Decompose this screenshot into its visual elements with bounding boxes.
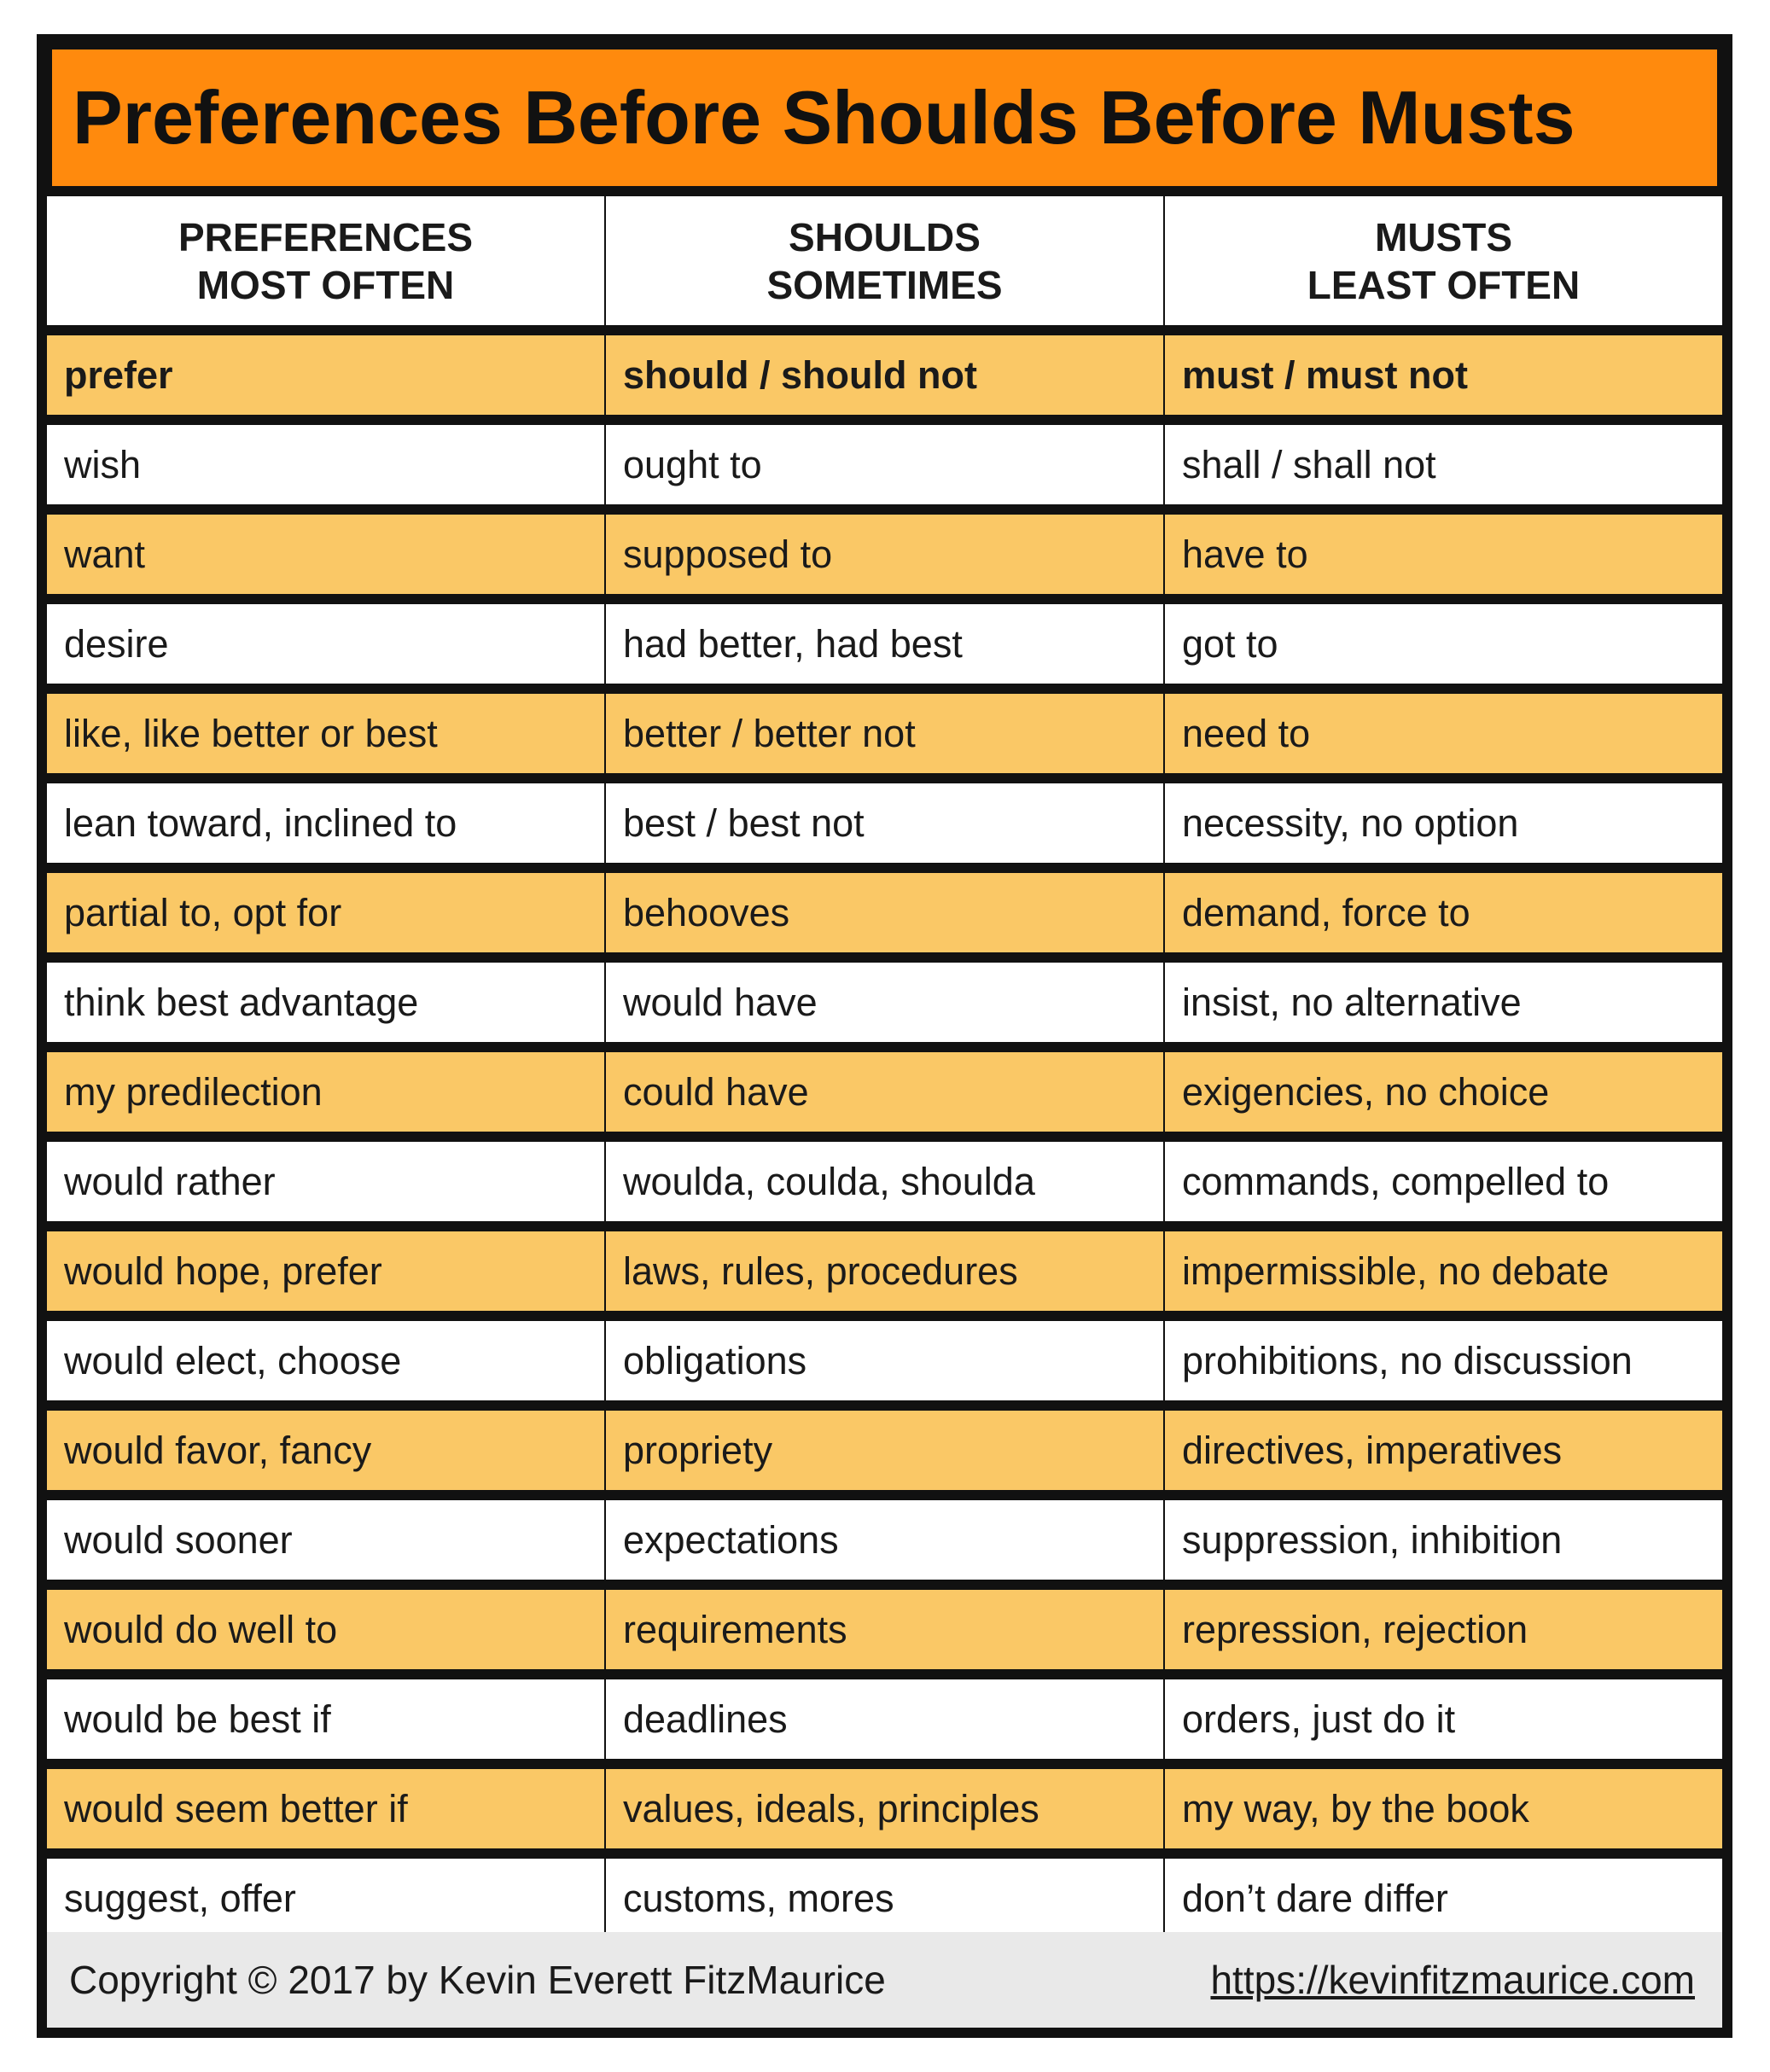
- table-cell-should: values, ideals, principles: [606, 1769, 1163, 1848]
- column-header-musts: [1165, 196, 1722, 325]
- column-header-line1: PREFERENCES: [178, 214, 474, 259]
- table-cell-preference: would seem better if: [47, 1769, 604, 1848]
- table-cell-must: demand, force to: [1165, 873, 1722, 952]
- table-cell-preference: partial to, opt for: [47, 873, 604, 952]
- table-cell-preference: lean toward, inclined to: [47, 783, 604, 863]
- table-cell-preference: would favor, fancy: [47, 1411, 604, 1490]
- table-cell-should: propriety: [606, 1411, 1163, 1490]
- table-cell-must: prohibitions, no discussion: [1165, 1321, 1722, 1400]
- footer: [47, 1932, 1722, 2028]
- table-cell-must: orders, just do it: [1165, 1679, 1722, 1759]
- title-banner: [52, 49, 1717, 186]
- table-cell-preference: desire: [47, 604, 604, 684]
- table-cell-should: should / should not: [606, 335, 1163, 415]
- table-cell-should: customs, mores: [606, 1859, 1163, 1938]
- table-cell-must: my way, by the book: [1165, 1769, 1722, 1848]
- table-cell-should: obligations: [606, 1321, 1163, 1400]
- chart-frame: [37, 34, 1732, 2038]
- table-cell-preference: would sooner: [47, 1500, 604, 1580]
- table-cell-must: shall / shall not: [1165, 425, 1722, 504]
- table-cell-should: supposed to: [606, 515, 1163, 594]
- table-cell-should: woulda, coulda, shoulda: [606, 1142, 1163, 1221]
- column-header-line1: SHOULDS: [789, 214, 981, 259]
- page-title: Preferences Before Shoulds Before Musts: [73, 75, 1575, 160]
- column-header-shoulds: [606, 196, 1163, 325]
- table-cell-should: would have: [606, 963, 1163, 1042]
- table-cell-preference: think best advantage: [47, 963, 604, 1042]
- table-cell-preference: would elect, choose: [47, 1321, 604, 1400]
- table-cell-must: repression, rejection: [1165, 1590, 1722, 1669]
- table-cell-should: expectations: [606, 1500, 1163, 1580]
- table-cell-must: impermissible, no debate: [1165, 1231, 1722, 1311]
- table-cell-must: must / must not: [1165, 335, 1722, 415]
- table-cell-preference: prefer: [47, 335, 604, 415]
- table-cell-should: best / best not: [606, 783, 1163, 863]
- table-cell-must: have to: [1165, 515, 1722, 594]
- table-cell-preference: wish: [47, 425, 604, 504]
- table-cell-should: laws, rules, procedures: [606, 1231, 1163, 1311]
- table-cell-must: necessity, no option: [1165, 783, 1722, 863]
- copyright-text: Copyright © 2017 by Kevin Everett FitzMaurice: [69, 1958, 886, 2002]
- table-cell-should: could have: [606, 1052, 1163, 1132]
- table-cell-preference: want: [47, 515, 604, 594]
- table-cell-preference: would rather: [47, 1142, 604, 1221]
- table-cell-should: behooves: [606, 873, 1163, 952]
- table-cell-preference: my predilection: [47, 1052, 604, 1132]
- website-link[interactable]: https://kevinfitzmaurice.com: [1210, 1958, 1695, 2002]
- column-header-line2: MOST OFTEN: [196, 262, 455, 307]
- table-cell-must: commands, compelled to: [1165, 1142, 1722, 1221]
- table-cell-must: need to: [1165, 694, 1722, 773]
- table-cell-should: requirements: [606, 1590, 1163, 1669]
- table-cell-must: don’t dare differ: [1165, 1859, 1722, 1938]
- table-cell-should: deadlines: [606, 1679, 1163, 1759]
- table-cell-must: exigencies, no choice: [1165, 1052, 1722, 1132]
- column-header-line2: LEAST OFTEN: [1307, 262, 1581, 307]
- table-cell-should: had better, had best: [606, 604, 1163, 684]
- column-header-preferences: [47, 196, 604, 325]
- table-cell-preference: suggest, offer: [47, 1859, 604, 1938]
- table-cell-should: ought to: [606, 425, 1163, 504]
- table-cell-must: insist, no alternative: [1165, 963, 1722, 1042]
- table-cell-preference: would hope, prefer: [47, 1231, 604, 1311]
- comparison-table: [47, 196, 1722, 1948]
- column-header-line2: SOMETIMES: [766, 262, 1003, 307]
- table-cell-must: directives, imperatives: [1165, 1411, 1722, 1490]
- table-cell-preference: would be best if: [47, 1679, 604, 1759]
- table-cell-preference: like, like better or best: [47, 694, 604, 773]
- table-cell-must: suppression, inhibition: [1165, 1500, 1722, 1580]
- table-cell-must: got to: [1165, 604, 1722, 684]
- column-header-line1: MUSTS: [1375, 214, 1512, 259]
- table-cell-preference: would do well to: [47, 1590, 604, 1669]
- table-cell-should: better / better not: [606, 694, 1163, 773]
